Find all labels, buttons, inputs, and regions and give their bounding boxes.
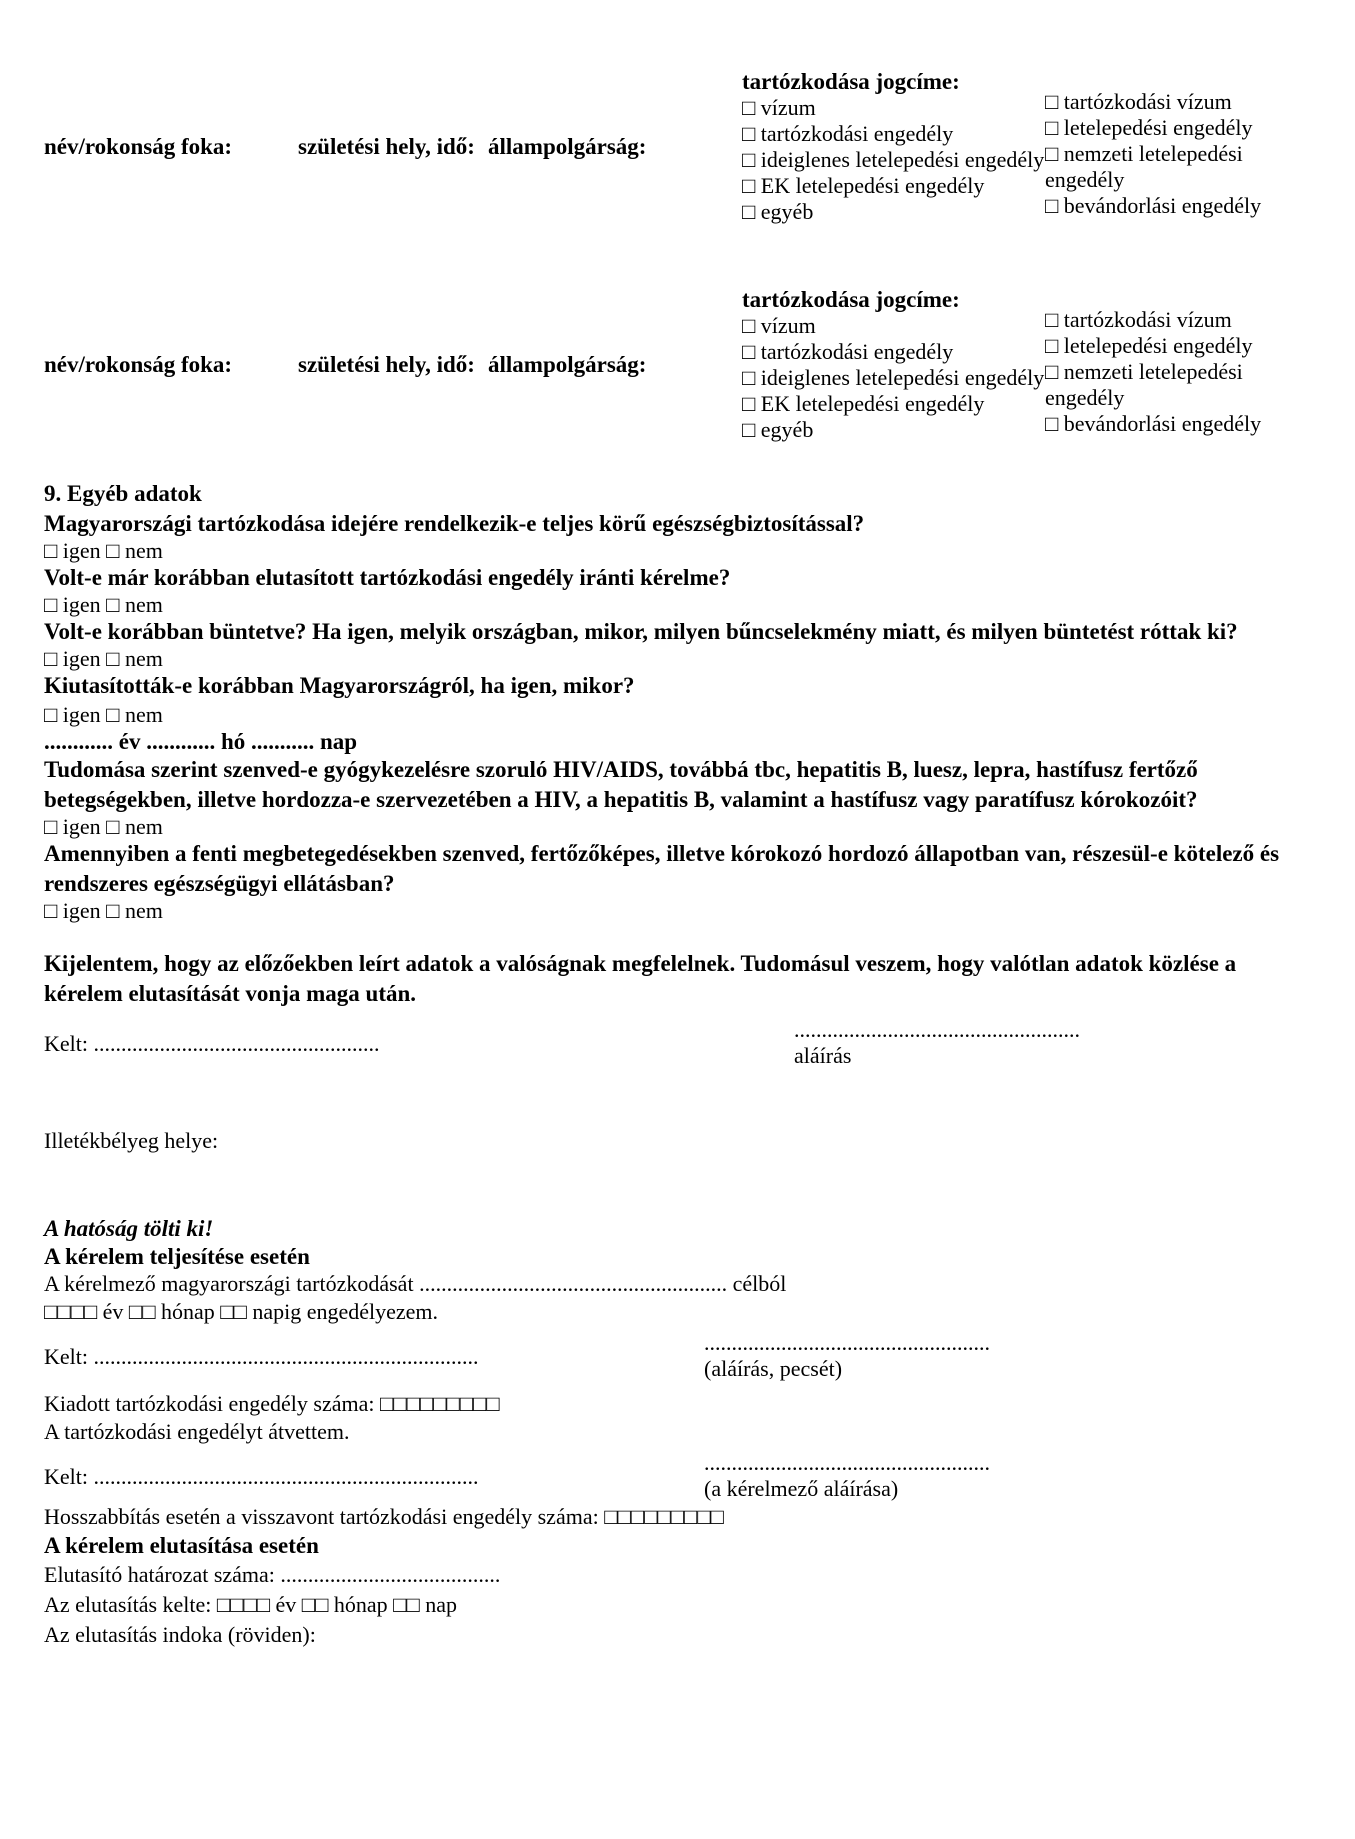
signature-block: [794, 1017, 1174, 1069]
option-residence-visa[interactable]: □ tartózkodási vízum: [1045, 89, 1232, 114]
authority-signature-row: [44, 1330, 1315, 1382]
rejection-heading: A kérelem elutasítása esetén: [44, 1533, 319, 1558]
signature-line[interactable]: ....................................................: [794, 1017, 1080, 1042]
signature-label: (a kérelmező aláírása): [704, 1476, 899, 1501]
option-visa[interactable]: □ vízum: [742, 313, 816, 338]
residence-title-options-right: [1045, 293, 1315, 437]
option-national-settlement-permit[interactable]: □ nemzeti letelepedési engedély: [1045, 141, 1243, 192]
signature-block: [704, 1330, 1084, 1382]
residence-title-options-right: [1045, 75, 1315, 219]
option-immigration-permit[interactable]: □ bevándorlási engedély: [1045, 411, 1262, 436]
option-immigration-permit[interactable]: □ bevándorlási engedély: [1045, 193, 1262, 218]
residence-title-options-left: [742, 69, 1045, 225]
option-temporary-settlement-permit[interactable]: □ ideiglenes letelepedési engedély: [742, 147, 1045, 172]
name-relationship-label: név/rokonság foka:: [44, 134, 233, 159]
permit-number-field[interactable]: Kiadott tartózkodási engedély száma: □□□□□□□□□: [44, 1391, 500, 1416]
answer-health-insurance[interactable]: □ igen □ nem: [44, 538, 163, 563]
option-national-settlement-permit[interactable]: □ nemzeti letelepedési engedély: [1045, 359, 1243, 410]
question-infectious-disease: Tudomása szerint szenved-e gyógykezelésre szoruló HIV/AIDS, továbbá tbc, hepatitis B, luesz, lepra, hastífusz fertőző betegségekben, illetve hordozza-e szervezetében a HIV, a hepatitis B, valamint a hastífusz vagy paratífusz kórokozóit?: [44, 757, 1198, 812]
applicant-signature-row: [44, 1017, 1315, 1069]
option-residence-permit[interactable]: □ tartózkodási engedély: [742, 339, 954, 364]
signature-block: [704, 1450, 1084, 1502]
signature-label: aláírás: [794, 1043, 852, 1068]
declaration-text: Kijelentem, hogy az előzőekben leírt adatok a valóságnak megfelelnek. Tudomásul veszem, hogy valótlan adatok közlése a kérelem elutasítását vonja maga után.: [44, 951, 1237, 1006]
option-settlement-permit[interactable]: □ letelepedési engedély: [1045, 333, 1253, 358]
option-visa[interactable]: □ vízum: [742, 95, 816, 120]
rejection-decision-number-field[interactable]: Elutasító határozat száma: ........................................: [44, 1562, 501, 1587]
question-mandatory-care: Amennyiben a fenti megbetegedésekben szenved, fertőzőképes, illetve kórokozó hordozó állapotban van, részesül-e kötelező és rendszeres egészségügyi ellátásban?: [44, 841, 1280, 896]
applicant-receipt-signature-row: [44, 1450, 1315, 1502]
rejection-date-field[interactable]: Az elutasítás kelte: □□□□ év □□ hónap □□ nap: [44, 1592, 457, 1617]
question-criminal-record: Volt-e korábban büntetve? Ha igen, melyik országban, mikor, milyen bűncselekmény miatt, és milyen büntetést róttak ki?: [44, 619, 1238, 644]
option-residence-permit[interactable]: □ tartózkodási engedély: [742, 121, 954, 146]
residence-title-label: tartózkodása jogcíme:: [742, 69, 960, 94]
approval-heading: A kérelem teljesítése esetén: [44, 1244, 310, 1269]
approval-purpose-line[interactable]: A kérelmező magyarországi tartózkodását ........................................................ célból: [44, 1271, 787, 1296]
name-relationship-label: név/rokonság foka:: [44, 352, 233, 377]
permit-received-text: A tartózkodási engedélyt átvettem.: [44, 1419, 350, 1444]
option-residence-visa[interactable]: □ tartózkodási vízum: [1045, 307, 1232, 332]
option-other[interactable]: □ egyéb: [742, 417, 814, 442]
citizenship-label: állampolgárság:: [488, 352, 647, 377]
family-row-2: [44, 256, 1315, 474]
expulsion-date-line[interactable]: ............ év ............ hó ........... nap: [44, 729, 358, 754]
family-row-1: [44, 38, 1315, 256]
citizenship-label: állampolgárság:: [488, 134, 647, 159]
signature-line[interactable]: ....................................................: [704, 1450, 990, 1475]
option-settlement-permit[interactable]: □ letelepedési engedély: [1045, 115, 1253, 140]
authority-title: A hatóság tölti ki!: [44, 1216, 214, 1241]
residence-title-options-left: [742, 287, 1045, 443]
stamp-place-label: Illetékbélyeg helye:: [44, 1128, 219, 1153]
date-field[interactable]: Kelt: ......................................................................: [44, 1464, 479, 1489]
answer-criminal-record[interactable]: □ igen □ nem: [44, 646, 163, 671]
option-ec-settlement-permit[interactable]: □ EK letelepedési engedély: [742, 173, 985, 198]
option-ec-settlement-permit[interactable]: □ EK letelepedési engedély: [742, 391, 985, 416]
answer-expulsion[interactable]: □ igen □ nem: [44, 702, 163, 727]
option-other[interactable]: □ egyéb: [742, 199, 814, 224]
date-field[interactable]: Kelt: ......................................................................: [44, 1344, 479, 1369]
date-field[interactable]: Kelt: ....................................................: [44, 1031, 380, 1056]
question-health-insurance: Magyarországi tartózkodása idejére rendelkezik-e teljes körű egészségbiztosítással?: [44, 511, 865, 536]
option-temporary-settlement-permit[interactable]: □ ideiglenes letelepedési engedély: [742, 365, 1045, 390]
other-data-heading: 9. Egyéb adatok: [44, 481, 202, 506]
answer-infectious-disease[interactable]: □ igen □ nem: [44, 814, 163, 839]
question-rejected-application: Volt-e már korábban elutasított tartózkodási engedély iránti kérelme?: [44, 565, 731, 590]
signature-line[interactable]: ....................................................: [704, 1330, 990, 1355]
birth-place-time-label: születési hely, idő:: [298, 134, 475, 159]
birth-place-time-label: születési hely, idő:: [298, 352, 475, 377]
revoked-permit-number-field[interactable]: Hosszabbítás esetén a visszavont tartózkodási engedély száma: □□□□□□□□□: [44, 1504, 724, 1529]
answer-rejected-application[interactable]: □ igen □ nem: [44, 592, 163, 617]
residence-title-label: tartózkodása jogcíme:: [742, 287, 960, 312]
rejection-reason-label: Az elutasítás indoka (röviden):: [44, 1622, 316, 1647]
approval-duration-line[interactable]: □□□□ év □□ hónap □□ napig engedélyezem.: [44, 1299, 439, 1324]
signature-label: (aláírás, pecsét): [704, 1356, 843, 1381]
answer-mandatory-care[interactable]: □ igen □ nem: [44, 898, 163, 923]
question-expulsion: Kiutasították-e korábban Magyarországról, ha igen, mikor?: [44, 673, 635, 698]
